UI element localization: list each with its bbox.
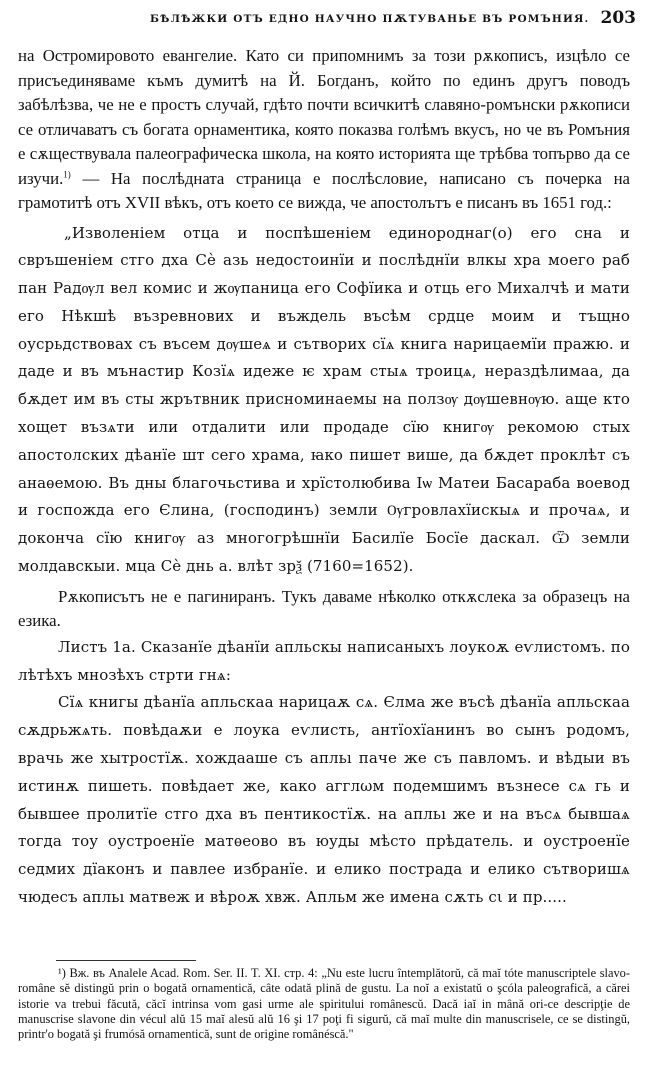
page-number: 203: [600, 8, 636, 28]
footnote-reference: 1): [63, 168, 71, 179]
paragraph-opening: [18, 44, 630, 216]
footnote: [18, 966, 630, 1042]
paragraph-1-tail: — На послѣдната страница е послѣсловие, написано съ почерка на грамотитѣ отъ XVII вѣкъ, отъ което се вижда, че апостолътъ е писанъ въ 1651 год.:: [18, 168, 630, 212]
paragraph-2: Рѫкописътъ не е пагиниранъ. Тукъ даваме нѣколко откѫслека за образецъ на езика.: [18, 586, 630, 631]
excerpt-text: Сїѧ книгы дѣанїа апльскаа нарицаѫ сѧ. Єлма же въсѣ дѣанїа апльскаа сѫдрьжѧть. повѣдаѫи е лоука еѵлисть, антїохїанинъ во сынъ родомъ, врачь же хытростїѫ. хождааше съ апльı паче же съ павломъ. и вѣдыи въ истинѫ пишеть. повѣдает же, како агглωм подемшимъ възнесе сѧ гь и бывшее пролитїе стго дха въ пентикостїѫ. на апльı же и на въсѧ бывшаѧ тогда тоу оустроенїе матѳеово въ юуды мѣсто прѣдатель. и оустроенїе седмих дїаконъ и павлее избранїе. и елико пострада и елико сътворишѧ чюдесъ апльı матвеж и вѣроѫ хвж. Апльм же имена сѫть сι и пр.....: [18, 693, 630, 907]
running-head: [0, 8, 650, 34]
paragraph-1: на Остромировото евангелие. Като си припомнимъ за този рѫкописъ, изцѣло се присъединяваме къмъ думитѣ на Й. Богданъ, който по единъ другъ поводъ забѣлѣзва, че не е простъ случай, гдѣто почти всичкитѣ славяно-ромънски рѫкописи се отличаватъ съ богата орнаментика, която показва голѣмъ вкусъ, но че въ Ромъния е сѫществувала палеографическа школа, на която историята ще трѣбва топърво да се изучи.: [18, 46, 630, 188]
excerpt-heading: Листъ 1а. Сказанїе дѣанїи апльскы написаныхъ лоукоѫ еѵлистомъ. по лѣтѣхъ мнозѣхъ стрти гнѧ:: [18, 637, 630, 684]
main-text: [18, 44, 630, 912]
footnote-text: „Nu este lucru întemplătorŭ, că maĭ tóte manuscriptele slavo-române sĕ distingŭ prin o bogată ornamentică, câte odată plină de gustu. La noĭ a existatŭ o şcóla paleografică, a cărei istorie va trebui făcută, căcĭ intrinsa vom gasi urme ale spiritului românescŭ. Dacă iaĭ in mână ori-ce descripţie de manuscrise slavone din vécul alŭ 15 maĭ alesŭ alŭ 16 şi 17 poţi fi sigurŭ, că maĭ multe din manuscrisele, ce se distingŭ, printr'o bogată şi frumósă ornamentică, sunt de origine românéscă.": [18, 966, 630, 1042]
footnote-marker: ¹) Вж. въ Analele Acad. Rom. Ser. II. T. XI. стр. 4:: [58, 966, 322, 980]
colophon-quote: „Изволеніем отца и поспѣшеніем единороднаг(о) его сна и свръшеніем стго дха Сѐ азь недостоинїи и послѣднїи влкы хра моего раб пан Радѹл вел комис и жѹпаница его Софїика и отць его Михалчѣ и мати его Нѣкшѣ възревнових и въждель въсѣм срдце моим и тъщно оусрьдствовах съ въсем дѹшеѧ и сътворих сїѧ книга нарицаемїи пражю. и даде и въ мънастир Козїѧ идеже ѥ храм стыѧ троицѧ, нераздѣлимаа, да бѫдет им въ сты жрътвник присноминаемы на ползѹ дѹшевнѹю. аще кто хощет възѧти или отдалити или продаде сїю книгѹ рекомою стых апостолских дѣанїе шт сего храма, ꙗко пишет више, да бѫдет проклѣт съ анаѳемою. Въ дны благочьстива и хрїстолюбива Іѡ Матеи Басараба воевод и госпожда его Єлина, (господинъ) земли Ѹгровлахїискыѧ и прочаѧ, и доконча сїю книгѹ аз многогрѣшнїи Басилїе Босїе даскал. Ѿ земли молдавскыи. мца Сѐ днь а. влѣт зрѯ (7160=1652).: [18, 223, 630, 576]
running-title: БѢЛѢЖКИ ОТЪ ЕДНО НАУЧНО ПѪТУВАНЬЕ ВЪ РОМЪНИЯ.: [150, 13, 590, 25]
footnote-divider: [56, 960, 196, 961]
